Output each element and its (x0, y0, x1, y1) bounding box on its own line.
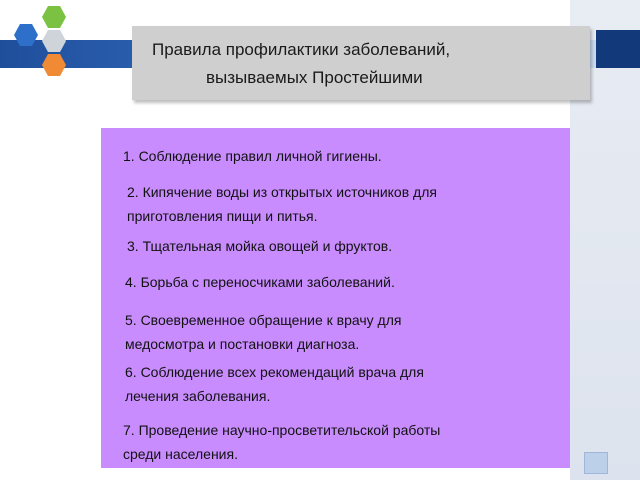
rules-content-box (101, 128, 570, 468)
rule-4-line-1: 4. Борьба с переносчиками заболеваний. (125, 274, 395, 290)
corner-square (584, 452, 608, 474)
rule-2-line-1: 2. Кипячение воды из открытых источников для (127, 184, 437, 200)
orange-hexagon (42, 54, 66, 76)
rule-3-line-1: 3. Тщательная мойка овощей и фруктов. (127, 238, 393, 254)
rule-5-line-1: 5. Своевременное обращение к врачу для (125, 312, 402, 328)
rule-7-line-1: 7. Проведение научно-просветительской работы (123, 422, 441, 438)
header-dark-block (596, 30, 640, 68)
rule-1-line-1: 1. Соблюдение правил личной гигиены. (123, 148, 382, 164)
slide-title-line-2: вызываемых Простейшими (206, 68, 423, 87)
rule-6-line-2: лечения заболевания. (125, 388, 271, 404)
green-hexagon (42, 6, 66, 28)
hexagon-logo-icon (0, 0, 80, 84)
slide-title-line-1: Правила профилактики заболеваний, (152, 40, 451, 59)
rule-7-line-2: среди населения. (123, 446, 238, 462)
gray-hexagon (42, 30, 66, 52)
rule-6-line-1: 6. Соблюдение всех рекомендаций врача для (125, 364, 424, 380)
blue-hexagon (14, 24, 38, 46)
rule-2-line-2: приготовления пищи и питья. (127, 208, 318, 224)
slide-title-box (132, 26, 590, 100)
rule-5-line-2: медосмотра и постановки диагноза. (125, 336, 360, 352)
